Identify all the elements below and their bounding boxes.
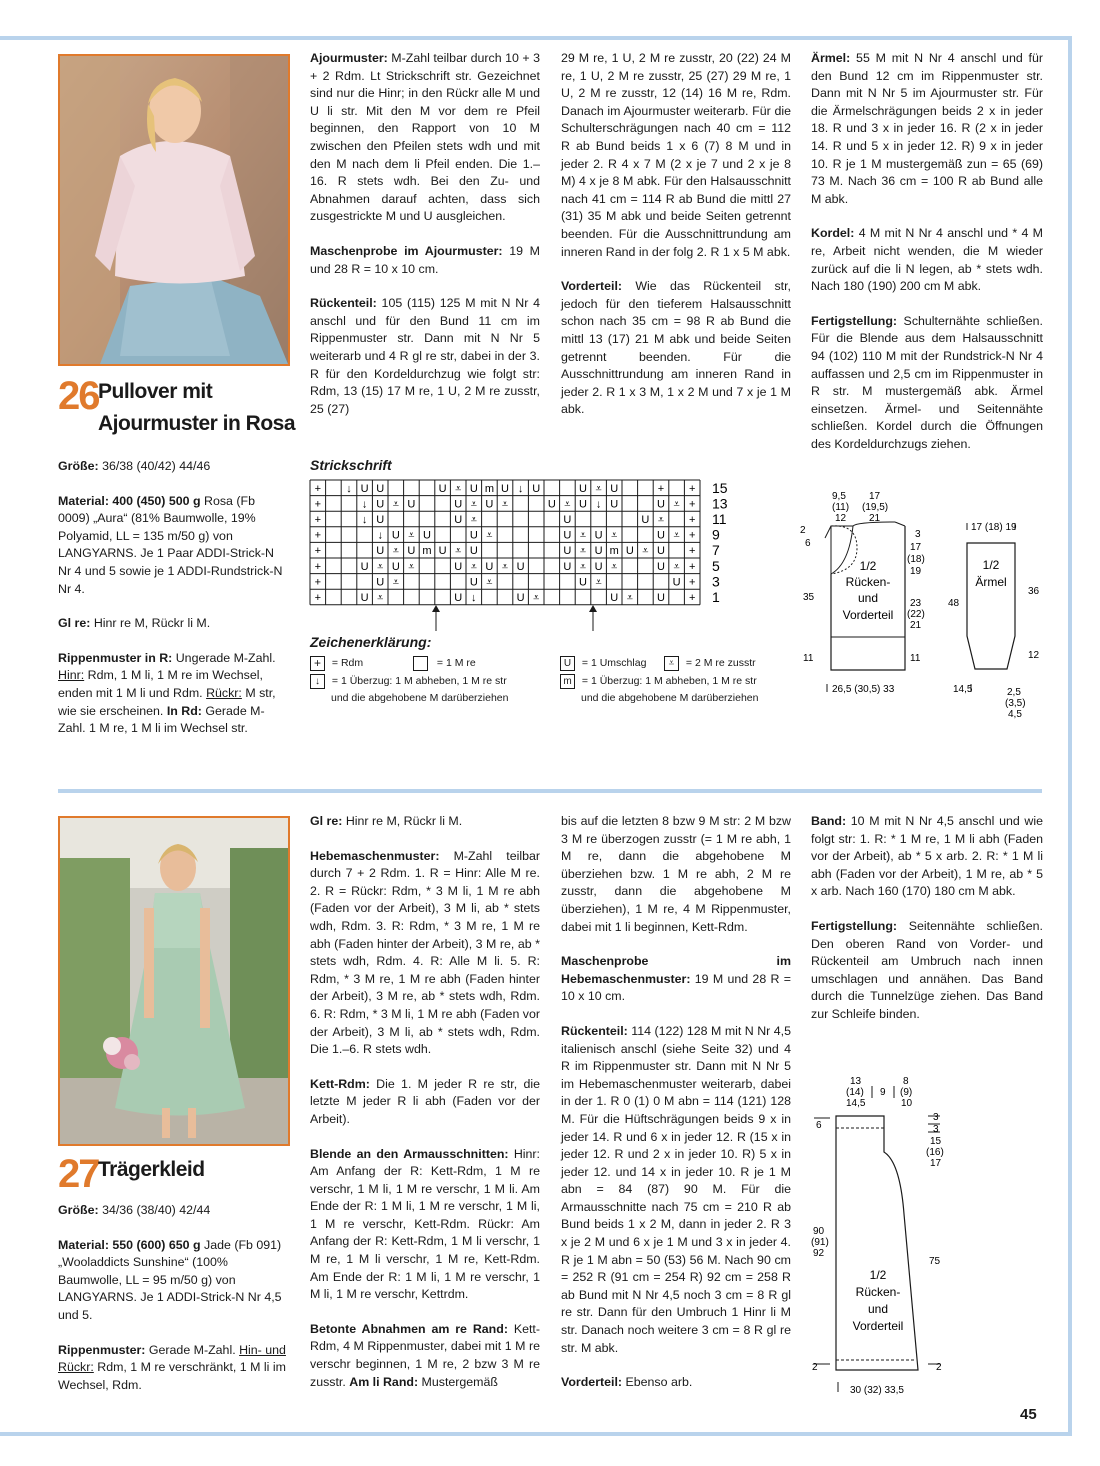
material-text: Rosa (Fb 0009) „Aura“ (81% Baumwolle, 19% Polyamid, LL = 135 m/50 g) von LANGYARNS. Je 1 Paar ADDI-Strick-N Nr 4 und 5 sowie je 1 ADDI-Rundstrick-N Nr 4.	[58, 493, 283, 596]
pullover-photo-illustration	[60, 56, 288, 364]
rib-label: Rippenmuster in R:	[58, 650, 173, 665]
chart-symbol: +	[688, 482, 696, 495]
dress-dim-l2: 90	[813, 1226, 825, 1237]
chart-symbol: ↓	[517, 482, 524, 495]
pullover-sleeve-schematic	[945, 506, 1055, 721]
chart-symbol: ⩡	[470, 514, 477, 526]
decrease-label: Betonte Abnahmen am re Rand:	[310, 1321, 508, 1336]
dress-pattern-title: Trägerkleid	[98, 1158, 205, 1181]
decrease-text: Kett-Rdm, 4 M Rippenmuster, dabei mit 1 M re verschr beginnen, 1 M re, 2 bzw 3 M re zusstr.	[310, 1321, 541, 1389]
chart-symbol: +	[688, 514, 696, 526]
chart-symbol: +	[688, 560, 696, 573]
dress-stockinette-label: Gl re:	[310, 814, 343, 828]
dim-right-3: (18)	[907, 554, 925, 565]
chart-symbol: U	[657, 560, 665, 573]
chart-symbol: ⩡	[579, 545, 587, 558]
legend-row-4	[664, 655, 756, 672]
chart-row-number: 9	[712, 526, 720, 543]
chart-symbol: U	[610, 482, 619, 495]
chart-symbol: +	[314, 482, 322, 495]
dim-top-2: (11)	[832, 502, 850, 513]
legend-knit-text: = 1 M re	[436, 657, 476, 669]
chart-symbol: ⩡	[486, 529, 493, 542]
lace-pattern-text: M-Zahl teilbar durch 10 + 3 + 2 Rdm. Lt Strickschrift str. Gezeichnet sind nur die Hinr; in den Rückr alle M und U li str. Mit den M vor dem re Pfeil beginnen, den Rapport von 10 M zwischen den Pfeilen stets wdh und mit den M nach dem li Pfeil enden. Die 1.–16. R stets wdh. Bei den Zu- und Abnahmen darauf achten, dass sich zusgestrickte M und U ausgleichen.	[310, 51, 540, 224]
chart-symbol: ↓	[595, 498, 602, 511]
chart-symbol: ⩡	[595, 482, 602, 495]
dress-dim-r7: 2	[936, 1362, 942, 1373]
chart-symbol: ⩡	[470, 560, 477, 573]
chart-symbol: U	[438, 482, 447, 495]
dim-left-3: 35	[803, 592, 815, 603]
decrease-text-continued: bis auf die letzten 8 bzw 9 M str: 2 M bzw 3 M re überzogen zusstr (= 1 M re abh, 1 M re, dann die abgehobene M überziehen bzw. 1 M re abh, 2 M re zusstr, dann die abgehobene M überziehen), 1 M re, 4 M Rippenmuster, dabei mit 1 li beginnen, Kett-Rdm.	[561, 814, 791, 934]
pullover-column-4	[811, 50, 1043, 470]
pullover-photo	[58, 54, 290, 366]
chart-row-number: 5	[712, 557, 720, 574]
chart-symbol: U	[454, 514, 463, 526]
chart-symbol: +	[688, 545, 696, 558]
chart-symbol: U	[532, 482, 541, 495]
rib-round-label: In Rd:	[166, 703, 202, 718]
dress-label-2: Rücken-	[855, 1285, 901, 1299]
chart-symbol: ⩡	[486, 576, 493, 589]
sleeve-dim-top: 17 (18) 19	[971, 522, 1017, 533]
dress-dim-l1: 6	[816, 1120, 822, 1131]
chart-symbol: ↓	[377, 529, 383, 542]
chart-symbol: U	[579, 482, 587, 495]
dim-top-6: 21	[869, 513, 881, 524]
chart-symbol: U	[563, 514, 572, 526]
legend-k2tog-icon: ⩡	[664, 656, 679, 671]
page-number: 45	[1020, 1406, 1037, 1423]
dim-right-6: (22)	[907, 609, 925, 620]
legend-row-5	[310, 673, 508, 707]
tie-label: Band:	[811, 814, 847, 828]
legend-skp-icon: ↓	[310, 674, 325, 689]
dim-top-4: 17	[869, 491, 881, 502]
lace-pattern-label: Ajourmuster:	[310, 51, 388, 65]
legend-cdd-icon: m	[560, 674, 575, 689]
gauge-text: 19 M und 28 R = 10 x 10 cm.	[310, 243, 540, 276]
chart-symbol: ↓	[361, 498, 368, 511]
chart-symbol: U	[610, 592, 619, 604]
chart-symbol: U	[610, 498, 619, 511]
chart-symbol: +	[314, 592, 322, 604]
dress-column-4	[811, 813, 1043, 1041]
chart-symbol: ⩡	[455, 482, 462, 495]
legend-title: Zeichenerklärung:	[310, 634, 432, 650]
chart-symbol: U	[641, 514, 650, 526]
chart-symbol: U	[563, 560, 572, 573]
chart-symbol: U	[579, 576, 587, 589]
dress-dim-bottom: 30 (32) 33,5	[850, 1385, 904, 1396]
dress-column-3	[561, 813, 791, 1409]
chart-symbol: U	[516, 560, 525, 573]
size-label: Größe:	[58, 459, 99, 473]
chart-row-number: 13	[712, 495, 728, 512]
dress-dim-r1: 3	[933, 1112, 939, 1123]
chart-symbol: U	[657, 592, 665, 604]
chart-symbol: +	[314, 529, 322, 542]
chart-symbol: U	[516, 592, 525, 604]
rib-rs-label: Hinr:	[58, 668, 85, 683]
dim-bottom: 26,5 (30,5) 33	[832, 684, 895, 695]
legend-row-6	[560, 673, 758, 707]
chart-symbol: U	[657, 529, 665, 542]
chart-symbol: +	[314, 498, 322, 511]
chart-row-number: 15	[712, 479, 728, 496]
chart-symbol: ⩡	[673, 560, 680, 573]
chart-title: Strickschrift	[310, 457, 392, 473]
sleeve-dim-bottom-2: 2,5	[1007, 687, 1021, 698]
material-label: Material: 400 (450) 500 g	[58, 493, 201, 508]
sleeve-dim-bottom-3: (3,5)	[1005, 698, 1026, 709]
chart-symbol: +	[657, 482, 665, 495]
dress-size-text: 34/36 (38/40) 42/44	[98, 1203, 211, 1217]
dim-right-7: 21	[910, 620, 922, 631]
chart-symbol: ⩡	[392, 545, 399, 558]
cord-text: 4 M mit N Nr 4 anschl und * 4 M re, Arbeit nicht wenden, die M wieder zurück auf die li N legen, ab * stets wdh. Nach 180 (190) 200 cm M abk.	[811, 226, 1043, 294]
dim-left-2: 6	[805, 538, 811, 549]
chart-symbol: ↓	[346, 482, 352, 495]
legend-yarnover-text: = 1 Umschlag	[581, 657, 647, 669]
tie-text: 10 M mit N Nr 4,5 anschl und wie folgt str: 1. R: * 1 M re, 1 M li abh (Faden vor der Arbeit), ab * 5 x arb. 2. R: * 1 M li abh (Faden vor der Arbeit), 1 M re, ab * 5 x arb. Nach 160 (170) 180 cm M abk.	[811, 814, 1043, 899]
legend-skp-text: = 1 Überzug: 1 M abheben, 1 M re str	[331, 675, 507, 687]
dress-dim-l4: 92	[813, 1248, 825, 1259]
front-label: Vorderteil:	[561, 279, 623, 294]
chart-symbol: ⩡	[626, 592, 633, 604]
pattern-title-line1: Pullover mit	[98, 380, 213, 403]
chart-symbol: U	[485, 560, 494, 573]
pullover-body-schematic	[795, 486, 945, 711]
decrease-left-label: Am li Rand:	[349, 1374, 419, 1389]
chart-symbol: U	[469, 576, 478, 589]
chart-symbol: U	[438, 545, 447, 558]
dress-dim-r4: (16)	[926, 1147, 944, 1158]
dress-dim-t4: 9	[880, 1087, 886, 1098]
back-text: 105 (115) 125 M mit N Nr 4 anschl und für den Bund 11 cm im Rippenmuster str. Dann mit N Nr 5 weiterarb und 4 R gl re str, dabei in der 3. R für den Kordeldurchzug wie folgt str: Rdm, 13 (15) 17 M re, 1 U, 2 M re zusstr, 25 (27)	[310, 296, 540, 416]
dim-left-4: 11	[803, 653, 814, 664]
chain-edge-text: Die 1. M jeder R re str, die letzte M jeder R li abh (Faden vor der Arbeit).	[310, 1076, 540, 1126]
chart-symbol: U	[376, 514, 385, 526]
dress-material-text: Jade (Fb 091) „Wooladdicts Sunshine“ (100% Baumwolle, LL = 95 m/50 g) von LANGYARNS. Je 1 ADDI-Strick-N Nr 4,5 und 5.	[58, 1237, 282, 1322]
page-frame-right	[1068, 36, 1072, 1436]
chain-edge-label: Kett-Rdm:	[310, 1076, 370, 1091]
chart-symbol: +	[688, 498, 696, 511]
dress-back-label: Rückenteil:	[561, 1023, 628, 1038]
dress-dim-t5: 8	[903, 1076, 909, 1087]
chart-symbol: ⩡	[533, 592, 540, 604]
pattern-title-line2: Ajourmuster in Rosa	[98, 412, 296, 435]
chart-symbol: +	[314, 560, 322, 573]
chart-symbol: U	[376, 482, 385, 495]
chart-symbol: ⩡	[470, 498, 477, 511]
chart-symbol: U	[376, 545, 385, 558]
body-label-4: Vorderteil	[842, 608, 894, 622]
dress-pattern-number: 27	[58, 1152, 99, 1196]
dim-right-4: 19	[910, 566, 922, 577]
chart-symbol: U	[547, 498, 556, 511]
chart-symbol: U	[360, 482, 369, 495]
chart-symbol: ⩡	[564, 498, 571, 511]
chart-symbol: U	[391, 529, 400, 542]
legend-skp-text-2: und die abgehobene M darüberziehen	[331, 692, 509, 704]
armhole-band-text: Hinr: Am Anfang der R: Kett-Rdm, 1 M re verschr, 1 M li, 1 M re verschr, 1 M li. Am Ende der R: 1 M li, 1 M re verschr, 1 M li, 1 M re verschr, Kett-Rdm. Rückr: Am Anfang der R: Kett-Rdm, 1 M li verschr, 1 M re, 1 M li verschr, 1 M re, Kett-Rdm. Am Ende der R: 1 M li, 1 M re verschr, 1 M li, 1 M re verschr, Kettrdm.	[310, 1146, 540, 1302]
chart-symbol: U	[454, 498, 463, 511]
pullover-column-1	[58, 458, 288, 755]
chart-symbol: ⩡	[501, 560, 509, 573]
dress-dim-r3: 15	[930, 1136, 942, 1147]
dress-front-text: Ebenso arb.	[622, 1375, 693, 1390]
legend-edge-icon: +	[310, 656, 325, 671]
chart-symbol: ⩡	[595, 576, 602, 589]
sleeve-dim-right-2: 12	[1028, 650, 1040, 661]
body-label-3: und	[857, 591, 879, 605]
dress-dim-t7: 10	[901, 1098, 913, 1109]
dress-rib-text-1: Gerade M-Zahl.	[145, 1342, 240, 1357]
legend-cdd-text: = 1 Überzug: 1 M abheben, 1 M re str	[581, 675, 757, 687]
chart-symbol: U	[563, 545, 572, 558]
chart-symbol: ⩡	[408, 529, 415, 542]
body-label-1: 1/2	[859, 559, 877, 573]
chart-symbol: U	[376, 576, 385, 589]
chart-symbol: ⩡	[408, 560, 415, 573]
sleeve-dim-left: 48	[948, 598, 960, 609]
dress-dim-t1: 13	[850, 1076, 862, 1087]
dress-dim-t3: 14,5	[846, 1098, 866, 1109]
chart-symbol: m	[609, 545, 619, 558]
legend-edge-text: = Rdm	[331, 657, 364, 669]
dress-size-label: Größe:	[58, 1203, 99, 1217]
sleeve-dim-bottom-1: 14,5	[953, 684, 973, 695]
legend-k2tog-text: = 2 M re zusstr	[685, 657, 756, 669]
dress-gauge-text: 19 M und 28 R = 10 x 10 cm.	[561, 971, 791, 1004]
legend-row-2	[413, 655, 476, 672]
dress-column-2	[310, 813, 540, 1408]
dress-rib-text-2: Rdm, 1 M re verschränkt, 1 M li im Wechsel, Rdm.	[58, 1360, 286, 1392]
dress-material-label: Material: 550 (600) 650 g	[58, 1237, 201, 1252]
rib-text-2: Rdm, 1 M li, 1 M re im Wechsel, enden mit 1 M li und Rdm.	[58, 668, 263, 700]
legend-cdd-text-2: und die abgehobene M darüberziehen	[581, 692, 759, 704]
chart-symbol: U	[391, 560, 400, 573]
dress-label-1: 1/2	[869, 1268, 887, 1282]
decrease-text-2: Mustergemäß	[418, 1374, 498, 1389]
chart-symbol: ⩡	[392, 576, 399, 589]
dress-dim-r2: 3	[933, 1124, 939, 1135]
dress-schematic	[808, 1072, 958, 1402]
chart-symbol: U	[594, 560, 603, 573]
slip-stitch-text: M-Zahl teilbar durch 7 + 2 Rdm. 1. R = Hinr: Alle M re. 2. R = Rückr: Rdm, * 3 M li, 1 M re abh (Faden vor der Arbeit), 3 M li, ab * stets wdh, Rdm. 3. R: Rdm, * 3 M re, 1 M re abh (Faden hinter der Arbeit), 3 M re, ab * stets wdh, Rdm. 4. R: Alle M li. 5. R: Rdm, * 3 M re, 1 M re abh (Faden hinter der Arbeit), 3 M re, ab * stets wdh, Rdm. 6. R: Rdm, * 3 M li, 1 M re abh (Faden vor der Arbeit), 3 M li, ab * stets wdh, Rdm. Die 1.–6. R stets wdh.	[310, 848, 540, 1057]
page-frame-top	[0, 36, 1072, 40]
sleeve-label-1: 1/2	[982, 558, 1000, 572]
chart-symbol: U	[407, 545, 416, 558]
sleeve-label: Ärmel:	[811, 51, 851, 65]
chart-symbol: +	[314, 545, 322, 558]
sleeve-label-2: Ärmel	[975, 575, 1007, 589]
front-text: Wie das Rückenteil str, jedoch für den tieferem Halsausschnitt schon nach 35 cm = 98 R ab Bund die mittl 13 (17) 21 M abk und beide Seiten getrennt beenden. Für die Ausschnittrundung am inneren Rand in jeder 2. R 1 x 3 M, 1 x 2 M und 7 x je 1 M abk.	[561, 279, 791, 417]
chart-legend	[310, 655, 780, 711]
legend-row-1	[310, 655, 363, 672]
armhole-band-label: Blende an den Armausschnitten:	[310, 1146, 509, 1161]
dim-right-5: 23	[910, 598, 922, 609]
dim-right-1: 3	[915, 529, 921, 540]
dress-photo-illustration	[60, 818, 288, 1144]
chart-symbol: +	[314, 576, 322, 589]
chart-symbol: +	[688, 576, 696, 589]
chart-symbol: ⩡	[642, 545, 649, 558]
chart-symbol: ⩡	[392, 498, 399, 511]
chart-row-number: 1	[712, 589, 720, 605]
chart-symbol: ⩡	[673, 529, 680, 542]
chart-symbol: ⩡	[377, 560, 384, 573]
dress-back-text: 114 (122) 128 M mit N Nr 4,5 italienisch anschl (siehe Seite 32) und 4 R im Rippenmuster str. Dann mit N Nr 5 im Hebemaschenmuster weiterarb, dabei in der 1. R 0 (1) 0 M abn = 114 (121) 128 M. Für die Hüftschrägungen beids 9 x in jeder 14. R und 6 x in jeder 12. R (15 x in jeder 12. R und 2 x in jeder 10. R) 5 x in jeder 12. und 14 x in jeder 10. R je 1 M abn = 84 (87) 90 M. Für die Armausschnitte nach 75 cm = 210 R ab Bund beids 1 x 2 M, dann in jeder 2. R 3 x je 2 M und 6 x je 1 M und 3 x in jeder 4. R je 1 M abn = 50 (53) 56 M. Nach 90 cm = 252 R (91 cm = 254 R) 92 cm = 258 R ab Bund mit N Nr 4,5 noch 3 cm = 8 R gl re str. Dann für den Umbruch 1 Hinr li M str. Danach noch weitere 3 cm = 8 R gl re str. M abk.	[561, 1023, 791, 1355]
slip-stitch-label: Hebemaschenmuster:	[310, 848, 440, 863]
pullover-column-2	[310, 50, 540, 435]
chart-symbol: U	[469, 545, 478, 558]
dress-dim-l5: 2	[812, 1362, 818, 1373]
chart-symbol: ⩡	[673, 498, 680, 511]
chart-symbol: U	[579, 498, 587, 511]
dress-photo	[58, 816, 290, 1146]
chart-symbol: U	[672, 576, 681, 589]
dress-stockinette-text: Hinr re M, Rückr li M.	[342, 814, 463, 828]
stockinette-text: Hinr re M, Rückr li M.	[90, 616, 211, 631]
pullover-column-3	[561, 50, 791, 436]
chart-symbol: U	[360, 560, 369, 573]
chart-symbol: U	[625, 545, 634, 558]
sleeve-dim-right-1: 36	[1028, 586, 1040, 597]
dress-front-label: Vorderteil:	[561, 1375, 623, 1390]
finishing-text: Schulternähte schließen. Für die Blende aus dem Halsausschnitt 94 (102) 110 M mit der Rundstrick-N Nr 4 auffassen und 2,5 cm im Rippenmuster in R str. M mustergemäß abk. Ärmel einsetzen. Ärmel- und Seitennähte schließen. Kordel durch die Öffnungen des Kordeldurchzugs ziehen.	[811, 313, 1043, 451]
chart-symbol: ⩡	[377, 592, 384, 604]
dress-rib-rows-label: Hin- und Rückr:	[58, 1342, 286, 1375]
page-frame-bottom	[0, 1432, 1072, 1436]
chart-symbol: U	[594, 529, 603, 542]
dress-finishing-text: Seitennähte schließen. Den oberen Rand von Vorder- und Rückenteil am Umbruch nach innen umschlagen und annähen. Das Band durch die Tunnelzüge ziehen. Das Band zur Schleife binden.	[811, 918, 1043, 1021]
body-label-2: Rücken-	[845, 575, 891, 589]
chart-symbol: U	[594, 545, 603, 558]
dress-gauge-label: Maschenprobe im Hebemaschenmuster:	[561, 954, 791, 986]
finishing-label: Fertigstellung:	[811, 313, 898, 328]
dress-dim-t6: (9)	[900, 1087, 913, 1098]
chart-symbol: U	[454, 560, 463, 573]
sleeve-dim-bottom-4: 4,5	[1008, 709, 1022, 720]
chart-symbol: U	[657, 498, 665, 511]
stockinette-label: Gl re:	[58, 616, 91, 631]
chart-symbol: U	[485, 498, 494, 511]
chart-symbol: ⩡	[611, 529, 618, 542]
dim-left-1: 2	[800, 525, 806, 536]
rib-text-3: M str, wie sie erscheinen.	[58, 685, 276, 718]
chart-symbol: U	[469, 529, 478, 542]
chart-symbol: U	[376, 498, 385, 511]
dress-label-4: Vorderteil	[852, 1319, 904, 1333]
chart-symbol: U	[454, 592, 463, 604]
chart-symbol: +	[688, 529, 696, 542]
chart-symbol: U	[563, 529, 572, 542]
chart-symbol: ⩡	[579, 560, 587, 573]
dress-dim-r5: 17	[930, 1158, 942, 1169]
chart-symbol: ↓	[361, 514, 368, 526]
sleeve-text: 55 M mit N Nr 4 anschl und für den Bund 12 cm im Rippenmuster str. Dann mit N Nr 5 im Ajourmuster str. Für die Ärmelschrägungen beids 2 x in jeder 18. R und 3 x in jeder 16. R (2 x in jeder 14. R und 5 x in jeder 12. R) 9 x in jeder 10. R je 1 M mustergemäß zun = 65 (69) 73 M. Nach 36 cm = 100 R ab Bund alle M abk.	[811, 51, 1043, 206]
dim-top-1: 9,5	[832, 491, 846, 502]
chart-symbol: m	[484, 482, 494, 495]
chart-symbol: U	[407, 498, 416, 511]
section-divider	[58, 789, 1042, 793]
rib-text-4: Gerade M-Zahl. 1 M re, 1 M li im Wechsel str.	[58, 703, 265, 736]
dress-finishing-label: Fertigstellung:	[811, 918, 898, 933]
chart-symbol: ⩡	[455, 545, 462, 558]
chart-symbol: ⩡	[501, 498, 509, 511]
dress-label-3: und	[867, 1302, 889, 1316]
chart-row-number: 3	[712, 573, 720, 590]
dim-top-3: 12	[835, 513, 847, 524]
chart-symbol: U	[360, 592, 369, 604]
cord-label: Kordel:	[811, 226, 855, 241]
chart-symbol: U	[657, 545, 665, 558]
chart-row-number: 7	[712, 542, 720, 559]
legend-yarnover-icon: U	[560, 656, 575, 671]
rib-text-1: Ungerade M-Zahl.	[172, 650, 276, 665]
back-text-continued: 29 M re, 1 U, 2 M re zusstr, 20 (22) 24 M re, 1 U, 2 M re zusstr, 25 (27) 29 M re, 1 U, 2 M re zusstr, 12 (14) 16 M re, Rdm. Danach im Ajourmuster weiterarb. Für die Schulterschrägungen nach 40 cm = 112 R ab Bund beids 1 x 6 (7) 8 M und in jeder 2. R 4 x 7 M (2 x je 7 und 2 x je 8 M) 4 x je 8 M abk. Für den Halsausschnitt nach 41 cm = 114 R ab Bund die mittl 27 (31) 35 M abk und beide Seiten getrennt beenden. Für die Ausschnittrundung am inneren Rand in der folg 2. R 1 x 5 M abk.	[561, 51, 791, 259]
dress-dim-t2: (14)	[846, 1087, 864, 1098]
dress-column-1	[58, 1202, 288, 1411]
dim-right-2: 17	[910, 542, 922, 553]
legend-knit-icon	[413, 656, 428, 671]
dress-dim-l3: (91)	[811, 1237, 829, 1248]
chart-symbol: ⩡	[657, 514, 665, 526]
chart-symbol: +	[314, 514, 322, 526]
gauge-label: Maschenprobe im Ajourmuster:	[310, 243, 503, 258]
dress-dim-r6: 75	[929, 1256, 941, 1267]
knitting-chart	[308, 478, 748, 610]
size-text: 36/38 (40/42) 44/46	[98, 459, 211, 473]
legend-row-3	[560, 655, 646, 672]
chart-symbol: ⩡	[611, 560, 618, 573]
back-label: Rückenteil:	[310, 296, 377, 311]
chart-symbol: +	[688, 592, 696, 604]
chart-symbol: m	[422, 545, 432, 558]
chart-row-number: 11	[712, 511, 727, 527]
dim-right-8: 11	[910, 653, 921, 664]
chart-arrows	[308, 603, 748, 633]
chart-symbol: U	[469, 482, 478, 495]
chart-symbol: U	[423, 529, 431, 542]
dress-rib-label: Rippenmuster:	[58, 1342, 146, 1357]
pattern-number: 26	[58, 374, 99, 418]
chart-symbol: ⩡	[579, 529, 587, 542]
rib-ws-label: Rückr:	[206, 685, 242, 700]
dim-top-5: (19,5)	[862, 502, 889, 513]
chart-symbol: U	[501, 482, 509, 495]
chart-symbol: ↓	[471, 592, 477, 604]
